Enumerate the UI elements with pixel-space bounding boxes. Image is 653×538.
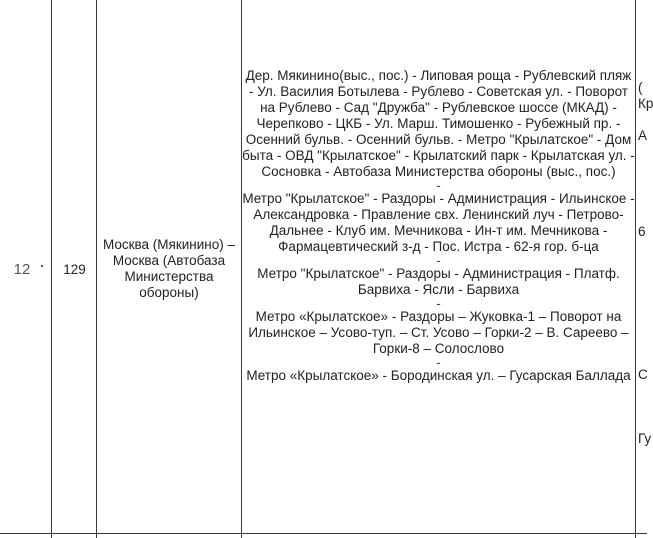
next-column-fragment: С bbox=[638, 367, 648, 382]
stop-list-gusarskaya: Метро «Крылатское» - Бородинская ул. – Гусарская Баллада bbox=[246, 368, 631, 383]
route-endpoints-cell bbox=[96, 0, 242, 538]
column-divider-4 bbox=[635, 0, 636, 538]
next-column-fragment: А bbox=[638, 128, 648, 143]
variant-separator: - bbox=[436, 296, 441, 311]
next-column-fragment: Кр bbox=[638, 96, 653, 111]
stop-list-main: Дер. Мякинино(выс., пос.) - Липовая роща - Рублевский пляж - Ул. Василия Ботылева - Рублево - Советская ул. - Поворот на Рублево - Сад "Дружба" - Рублевское шоссе (МКАД) - Черепково - ЦКБ - Ул. Марш. Тимошенко - Рубежный пр. - Осенний бульв. - Осенний бульв. - Метро "Крылатское" - Дом быта - ОВД "Крылатское" - Крылатский парк - Крылатская ул. - Сосновка - Автобаза Министерства обороны (выс., пос.) bbox=[242, 68, 635, 179]
row-number: 12 bbox=[13, 260, 31, 278]
route-number: 129 bbox=[63, 261, 86, 277]
row-number-cell bbox=[0, 0, 52, 538]
next-column-fragment: 6 bbox=[638, 224, 646, 239]
stop-list-soloslovo: Метро «Крылатское» - Раздоры – Жуковка-1 – Поворот на Ильинское – Усово-туп. – Ст. Усово – Горки-2 – В. Сареево – Горки-8 – Солослово bbox=[248, 309, 629, 356]
variant-separator: - bbox=[436, 355, 441, 370]
route-stops-cell bbox=[242, 68, 635, 384]
route-number-cell bbox=[52, 0, 97, 538]
stop-list-barvikha: Метро "Крылатское" - Раздоры - Администрация - Платф. Барвиха - Ясли - Барвиха bbox=[257, 266, 620, 297]
next-column-fragment: ( bbox=[638, 80, 643, 95]
next-column-fragment: Гу bbox=[638, 431, 652, 446]
variant-separator: - bbox=[436, 253, 441, 268]
route-endpoints: Москва (Мякинино) – Москва (Автобаза Министерства обороны) bbox=[102, 237, 236, 300]
stop-list-istra: Метро "Крылатское" - Раздоры - Администрация - Ильинское - Александровка - Правление свх. Ленинский луч - Петрово-Дальнее - Клуб им. Мечникова - Ин-т им. Мечникова - Фармацевтический з-д - Пос. Истра - 62-я гор. б-ца bbox=[242, 191, 635, 254]
variant-separator: - bbox=[436, 178, 441, 193]
